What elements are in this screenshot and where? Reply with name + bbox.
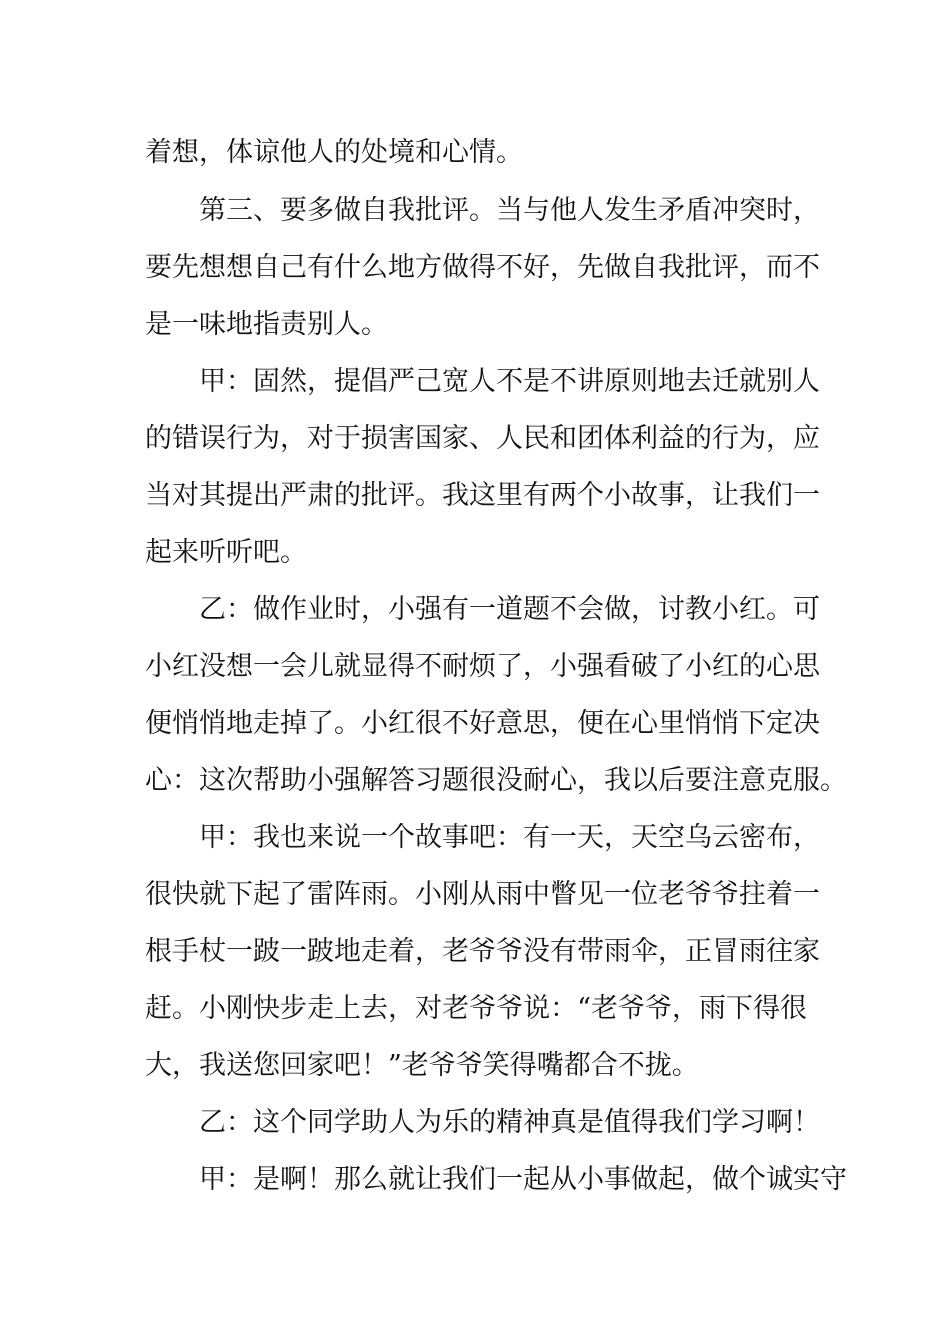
text-line: 第三、要多做自我批评。当与他人发生矛盾冲突时， [199, 195, 820, 226]
text-line: 是一味地指责别人。 [145, 309, 388, 340]
text-line: 甲：固然，提倡严己宽人不是不讲原则地去迁就别人 [199, 366, 820, 397]
text-line: 小红没想一会儿就显得不耐烦了，小强看破了小红的心思 [145, 651, 820, 682]
text-line: 大，我送您回家吧！”老爷爷笑得嘴都合不拢。 [145, 1050, 699, 1081]
text-line: 甲：我也来说一个故事吧：有一天，天空乌云密布， [199, 822, 820, 853]
text-line: 乙：这个同学助人为乐的精神真是值得我们学习啊！ [199, 1107, 820, 1138]
text-line: 要先想想自己有什么地方做得不好，先做自我批评，而不 [145, 252, 820, 283]
text-line: 当对其提出严肃的批评。我这里有两个小故事，让我们一 [145, 480, 820, 511]
text-line: 着想，体谅他人的处境和心情。 [145, 137, 523, 168]
text-line: 很快就下起了雷阵雨。小刚从雨中瞥见一位老爷爷拄着一 [145, 879, 820, 910]
text-line: 便悄悄地走掉了。小红很不好意思，便在心里悄悄下定决 [145, 708, 820, 739]
text-line: 心：这次帮助小强解答习题很没耐心，我以后要注意克服。 [145, 765, 847, 796]
text-line: 起来听听吧。 [145, 537, 307, 568]
text-line: 乙：做作业时，小强有一道题不会做，讨教小红。可 [199, 594, 820, 625]
text-line: 根手杖一跛一跛地走着，老爷爷没有带雨伞，正冒雨往家 [145, 936, 820, 967]
text-line: 赶。小刚快步走上去，对老爷爷说：“老爷爷，雨下得很 [145, 993, 807, 1024]
text-line: 甲：是啊！那么就让我们一起从小事做起，做个诚实守 [199, 1164, 847, 1195]
text-line: 的错误行为，对于损害国家、人民和团体利益的行为，应 [145, 423, 820, 454]
